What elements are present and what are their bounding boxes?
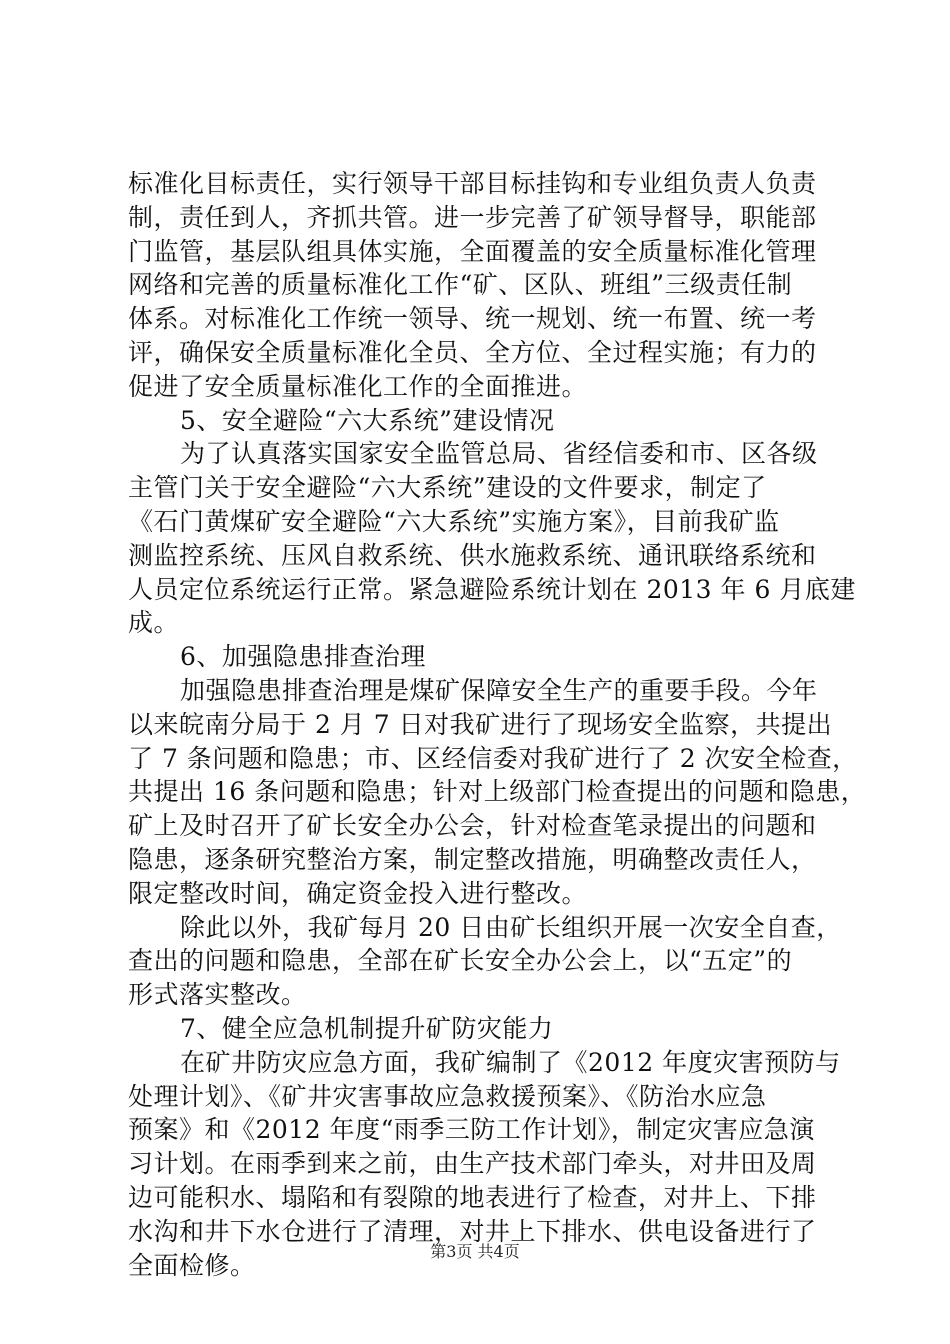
section-heading-7: 7、健全应急机制提升矿防灾能力 xyxy=(180,1014,554,1043)
body-text-line: 水沟和井下水仓进行了清理，对井上下排水、供电设备进行了 xyxy=(128,1216,817,1246)
body-text-line: 查出的问题和隐患，全部在矿长安全办公会上，以“五定”的 xyxy=(128,946,793,976)
section-heading-6: 6、加强隐患排查治理 xyxy=(180,642,426,672)
body-text-line: 形式落实整改。 xyxy=(128,980,307,1010)
body-text-line: 了 7 条问题和隐患；市、区经信委对我矿进行了 2 次安全检查， xyxy=(128,743,858,773)
body-text-line: 矿上及时召开了矿长安全办公会，针对检查笔录提出的问题和 xyxy=(128,811,817,841)
body-text-line: 《石门黄煤矿安全避险“六大系统”实施方案》，目前我矿监 xyxy=(128,507,780,536)
body-text-line: 测监控系统、压风自救系统、供水施救系统、通讯联络系统和 xyxy=(128,540,817,570)
body-text-line: 以来皖南分局于 2 月 7 日对我矿进行了现场安全监察，共提出 xyxy=(128,709,833,739)
body-text-line: 边可能积水、塌陷和有裂隙的地表进行了检查，对井上、下排 xyxy=(128,1183,817,1212)
body-text-line: 除此以外，我矿每月 20 日由矿长组织开展一次安全自查， xyxy=(180,912,842,942)
body-text-line: 处理计划》、《矿井灾害事故应急救援预案》、《防治水应急 xyxy=(128,1081,767,1111)
body-text-line: 网络和完善的质量标准化工作“矿、区队、班组”三级责任制 xyxy=(128,270,793,300)
page-number-footer: 第3页 共4页 xyxy=(430,1242,520,1261)
body-text-line: 共提出 16 条问题和隐患；针对上级部门检查提出的问题和隐患， xyxy=(128,777,867,807)
body-text-line: 促进了安全质量标准化工作的全面推进。 xyxy=(128,371,588,401)
body-text-line: 制，责任到人，齐抓共管。进一步完善了矿领导督导，职能部 xyxy=(128,202,817,232)
body-text-line: 标准化目标责任，实行领导干部目标挂钩和专业组负责人负责 xyxy=(128,169,817,198)
body-text-line: 门监管，基层队组具体实施，全面覆盖的安全质量标准化管理 xyxy=(128,236,817,266)
body-text-line: 习计划。在雨季到来之前，由生产技术部门牵头，对井田及周 xyxy=(128,1149,817,1179)
body-text-line: 隐患，逐条研究整治方案，制定整改措施，明确整改责任人， xyxy=(128,845,817,874)
body-text-line: 成。 xyxy=(128,608,180,638)
body-text-line: 预案》和《2012 年度“雨季三防工作计划》，制定灾害应急演 xyxy=(128,1115,815,1145)
body-text-line: 体系。对标准化工作统一领导、统一规划、统一布置、统一考 xyxy=(128,304,817,334)
body-text-line: 人员定位系统运行正常。紧急避险系统计划在 2013 年 6 月底建 xyxy=(128,574,856,604)
body-text-line: 在矿井防灾应急方面，我矿编制了《2012 年度灾害预防与 xyxy=(180,1047,841,1077)
body-text-line: 主管门关于安全避险“六大系统”建设的文件要求，制定了 xyxy=(128,473,767,503)
body-text-line: 限定整改时间，确定资金投入进行整改。 xyxy=(128,878,588,908)
body-text-line: 加强隐患排查治理是煤矿保障安全生产的重要手段。今年 xyxy=(180,676,818,705)
body-text-line: 评，确保安全质量标准化全员、全方位、全过程实施；有力的 xyxy=(128,338,817,367)
body-text-line: 为了认真落实国家安全监管总局、省经信委和市、区各级 xyxy=(180,439,818,469)
section-heading-5: 5、安全避险“六大系统”建设情况 xyxy=(180,405,555,435)
body-text-line: 全面检修。 xyxy=(128,1250,256,1280)
